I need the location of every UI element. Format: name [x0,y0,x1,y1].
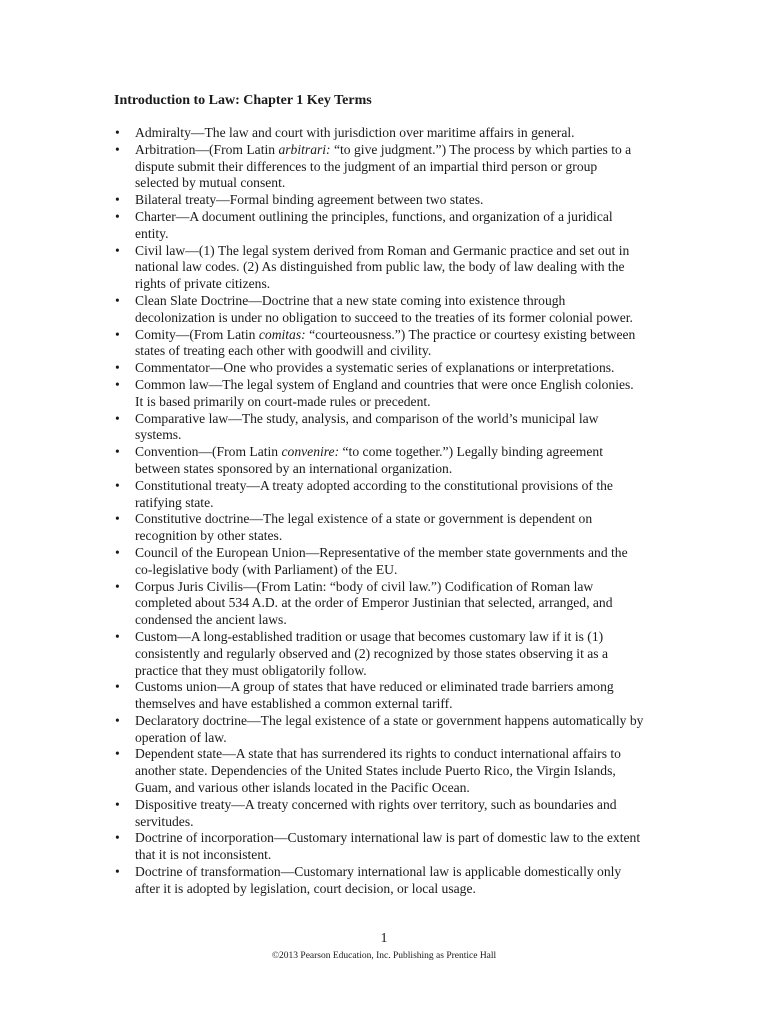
term-text: Doctrine of transformation—Customary international law is applicable domestically only after it is adopted by legislation, court decision, or local usage. [135,864,622,896]
term-item [114,243,644,293]
term-item [114,209,644,243]
term-text: Common law—The legal system of England and countries that were once English colonies. It is based primarily on court-made rules or precedent. [135,376,634,409]
term-item [114,830,644,864]
term-text: Dependent state—A state that has surrendered its rights to conduct international affairs to another state. Dependencies of the United States include Puerto Rico, the Virgin Islands, Guam, and various other islands located in the Pacific Ocean. [135,746,621,796]
term-item [114,293,644,327]
term-text: Commentator—One who provides a systematic series of explanations or interpretations. [135,360,615,376]
term-item [114,327,644,361]
term-text: Arbitration—(From Latin [135,141,279,157]
term-text: Clean Slate Doctrine—Doctrine that a new state coming into existence through decolonization is under no obligation to succeed to the treaties of its former colonial power. [135,292,633,325]
term-item [114,545,644,579]
page-title: Introduction to Law: Chapter 1 Key Terms [114,93,372,108]
term-text: Constitutional treaty—A treaty adopted according to the constitutional provisions of the ratifying state. [135,477,613,510]
term-text: Admiralty—The law and court with jurisdiction over maritime affairs in general. [135,125,575,140]
term-definition: “courteousness.”) The practice or courtesy existing between states of treating each other with goodwill and civility. [135,326,636,359]
term-text: Customs union—A group of states that have reduced or eliminated trade barriers among themselves and have established a common external tariff. [135,679,614,712]
term-item [114,411,644,445]
term-definition: “to come together.”) Legally binding agreement between states sponsored by an international organization. [135,444,603,476]
term-item [114,377,644,411]
term-item [114,864,644,898]
term-item [114,797,644,831]
term-item [114,360,644,377]
latin-term: comitas: [258,326,306,342]
term-item [114,125,644,142]
term-text: Comity—(From Latin [135,326,259,342]
term-text: Declaratory doctrine—The legal existence of a state or government happens automatically by operation of law. [135,712,644,745]
term-text: Council of the European Union—Representative of the member state governments and the co-legislative body (with Parliament) of the EU. [135,544,628,577]
term-text: Corpus Juris Civilis—(From Latin: “body of civil law.”) Codification of Roman law completed about 534 A.D. at the order of Emperor Justinian that selected, arranged, and condensed the ancient laws. [135,578,613,628]
term-text: Doctrine of incorporation—Customary international law is part of domestic law to the extent that it is not inconsistent. [135,830,641,863]
term-item [114,679,644,713]
page-number: 1 [380,931,388,946]
term-text: Dispositive treaty—A treaty concerned with rights over territory, such as boundaries and servitudes. [135,796,617,829]
copyright-footer: ©2013 Pearson Education, Inc. Publishing as Prentice Hall [271,951,497,961]
term-item [114,192,644,209]
term-text: Convention—(From Latin [135,444,282,460]
latin-term: convenire: [281,444,340,460]
term-item [114,142,644,192]
term-item [114,579,644,629]
term-text: Bilateral treaty—Formal binding agreement between two states. [135,192,484,208]
key-terms-list [114,125,644,898]
term-item [114,478,644,512]
term-definition: “to give judgment.”) The process by which parties to a dispute submit their differences to the judgment of an impartial third person or group selected by mutual consent. [135,141,632,191]
term-text: Civil law—(1) The legal system derived from Roman and Germanic practice and set out in national law codes. (2) As distinguished from public law, the body of law dealing with the rights of private citizens. [135,242,630,292]
term-item [114,511,644,545]
latin-term: arbitrari: [278,141,331,157]
term-item [114,629,644,679]
term-text: Comparative law—The study, analysis, and comparison of the world’s municipal law systems. [135,410,599,443]
term-item [114,713,644,747]
term-item [114,444,644,478]
term-text: Custom—A long-established tradition or usage that becomes customary law if it is (1) consistently and regularly observed and (2) recognized by those states observing it as a practice that they must obligatorily follow. [135,628,609,678]
term-text: Constitutive doctrine—The legal existence of a state or government is dependent on recognition by other states. [135,511,593,544]
term-item [114,746,644,796]
term-text: Charter—A document outlining the principles, functions, and organization of a juridical entity. [135,208,613,241]
